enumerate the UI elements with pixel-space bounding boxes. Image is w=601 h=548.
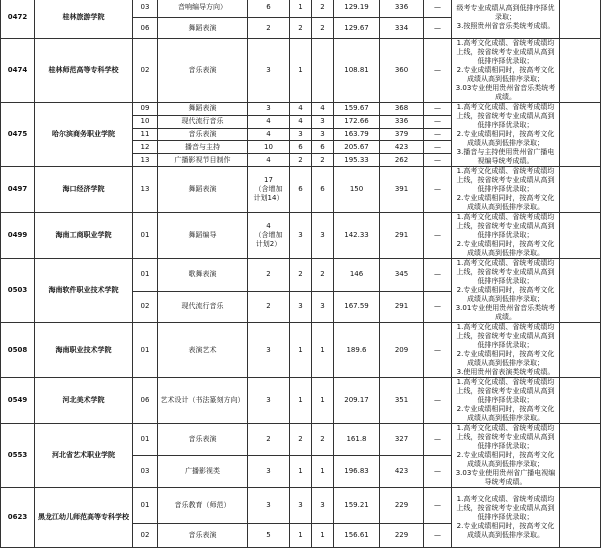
dash-cell: — bbox=[424, 18, 452, 39]
enroll-count: 1 bbox=[312, 456, 334, 488]
dash-cell: — bbox=[424, 488, 452, 524]
notes-text: 1.高考文化成绩、省统考成绩均上线，按省统考专业成绩从高到低排序择优录取； 2.专业成绩相同时，按高考文化成绩从高到低排序录取； 3.播音与主持使用贵州省广播电视编导统考成绩。 bbox=[456, 103, 555, 165]
tier-count: 1 bbox=[290, 524, 312, 548]
plan-count: 3 bbox=[248, 488, 290, 524]
min-score: 156.61 bbox=[334, 524, 380, 548]
plan-count: 3 bbox=[248, 39, 290, 103]
group-id: 01 bbox=[133, 424, 158, 456]
enroll-count: 4 bbox=[312, 103, 334, 116]
dash-cell: — bbox=[424, 0, 452, 18]
admission-notes bbox=[452, 39, 560, 103]
min-score: 205.67 bbox=[334, 141, 380, 154]
tier-count: 1 bbox=[290, 323, 312, 378]
school-name: 黑龙江幼儿师范高等专科学校 bbox=[35, 488, 133, 548]
group-id: 13 bbox=[133, 154, 158, 167]
plan-count: 2 bbox=[248, 424, 290, 456]
tier-count: 2 bbox=[290, 154, 312, 167]
tier-count: 6 bbox=[290, 167, 312, 213]
enroll-count: 2 bbox=[312, 259, 334, 292]
school-code: 0472 bbox=[1, 0, 35, 39]
plan-count: 3 bbox=[248, 456, 290, 488]
dash-cell: — bbox=[424, 524, 452, 548]
table-row bbox=[1, 39, 601, 103]
notes-text: 1.高考文化成绩、省统考成绩均上线，按省统考专业成绩从高到低排序择优录取； 2.专业成绩相同时，按高考文化成绩从高到低排序录取； 3.01专业使用贵州省音乐类统考成绩。 bbox=[455, 259, 556, 321]
school-name: 桂林师范高等专科学校 bbox=[35, 39, 133, 103]
dash-cell: — bbox=[424, 291, 452, 322]
table-row bbox=[1, 323, 601, 378]
major-name: 音乐表演 bbox=[158, 39, 248, 103]
major-name: 音响编导方向） bbox=[158, 0, 248, 18]
major-name: 现代流行音乐 bbox=[158, 291, 248, 322]
remarks-cell bbox=[560, 213, 601, 259]
min-score: 163.79 bbox=[334, 128, 380, 141]
group-id: 06 bbox=[133, 18, 158, 39]
culture-score: 262 bbox=[380, 154, 424, 167]
major-name: 广播影视类 bbox=[158, 456, 248, 488]
dash-cell: — bbox=[424, 456, 452, 488]
culture-score: 291 bbox=[380, 291, 424, 322]
culture-score: 368 bbox=[380, 103, 424, 116]
enroll-count: 1 bbox=[312, 378, 334, 424]
table-row bbox=[1, 167, 601, 213]
dash-cell: — bbox=[424, 128, 452, 141]
min-score: 196.83 bbox=[334, 456, 380, 488]
min-score: 159.21 bbox=[334, 488, 380, 524]
notes-text: 1.高考文化成绩、省统考成绩均上线，按省统考专业成绩从高到低排序择优录取； 2.专业成绩相同时，按高考文化成绩从高到低排序录取； 3.03专业使用贵州省音乐类统考成绩。 bbox=[455, 39, 556, 101]
school-name: 哈尔滨商务职业学院 bbox=[35, 103, 133, 167]
plan-count: 2 bbox=[248, 18, 290, 39]
school-code: 0549 bbox=[1, 378, 35, 424]
admission-notes bbox=[452, 167, 560, 213]
culture-score: 391 bbox=[380, 167, 424, 213]
enroll-count: 3 bbox=[312, 488, 334, 524]
remarks-cell bbox=[560, 0, 601, 39]
dash-cell: — bbox=[424, 115, 452, 128]
group-id: 01 bbox=[133, 259, 158, 292]
group-id: 01 bbox=[133, 488, 158, 524]
remarks-cell bbox=[560, 103, 601, 167]
school-code: 0553 bbox=[1, 424, 35, 488]
dash-cell: — bbox=[424, 323, 452, 378]
dash-cell: — bbox=[424, 424, 452, 456]
school-code: 0474 bbox=[1, 39, 35, 103]
school-code: 0508 bbox=[1, 323, 35, 378]
tier-count: 4 bbox=[290, 103, 312, 116]
remarks-cell bbox=[560, 424, 601, 488]
major-name: 音乐教育（师范） bbox=[158, 488, 248, 524]
school-name: 海南工商职业学院 bbox=[35, 213, 133, 259]
tier-count: 1 bbox=[290, 39, 312, 103]
plan-count: 2 bbox=[248, 291, 290, 322]
plan-text: 4 （含增加 计划2） bbox=[254, 222, 283, 248]
notes-text: 1.高考文化成绩、省统考成绩均上线，按省统考专业成绩从高到低排序择优录取； 2.专业成绩相同时，按高考文化成绩从高到低排序录取； 3.03专业使用贵州省广播电视编导统考成绩。 bbox=[455, 424, 556, 486]
plan-count: 4 bbox=[248, 128, 290, 141]
dash-cell: — bbox=[424, 213, 452, 259]
group-id: 09 bbox=[133, 103, 158, 116]
remarks-cell bbox=[560, 378, 601, 424]
remarks-cell bbox=[560, 259, 601, 323]
admission-notes bbox=[452, 213, 560, 259]
plan-count: 3 bbox=[248, 378, 290, 424]
admission-notes bbox=[452, 259, 560, 323]
culture-score: 379 bbox=[380, 128, 424, 141]
dash-cell: — bbox=[424, 154, 452, 167]
culture-score: 327 bbox=[380, 424, 424, 456]
table-row bbox=[1, 378, 601, 424]
major-name: 现代流行音乐 bbox=[158, 115, 248, 128]
culture-score: 336 bbox=[380, 0, 424, 18]
major-name: 表演艺术 bbox=[158, 323, 248, 378]
plan-count: 5 bbox=[248, 524, 290, 548]
remarks-cell bbox=[560, 323, 601, 378]
school-name: 河北美术学院 bbox=[35, 378, 133, 424]
plan-count: 6 bbox=[248, 0, 290, 18]
remarks-cell bbox=[560, 39, 601, 103]
enroll-count: 2 bbox=[312, 0, 334, 18]
table-row bbox=[1, 259, 601, 292]
culture-score: 229 bbox=[380, 488, 424, 524]
group-id: 06 bbox=[133, 378, 158, 424]
group-id: 11 bbox=[133, 128, 158, 141]
group-id: 03 bbox=[133, 0, 158, 18]
notes-text: 级考专业成绩从高到低排序择优录取； 3.按照贵州省音乐类统考成绩。 bbox=[456, 4, 555, 30]
plan-count: 2 bbox=[248, 259, 290, 292]
min-score: 129.19 bbox=[334, 0, 380, 18]
school-name: 桂林旅游学院 bbox=[35, 0, 133, 39]
plan-count bbox=[248, 167, 290, 213]
culture-score: 360 bbox=[380, 39, 424, 103]
school-name: 海口经济学院 bbox=[35, 167, 133, 213]
major-name: 音乐表演 bbox=[158, 424, 248, 456]
dash-cell: — bbox=[424, 39, 452, 103]
major-name: 舞蹈编导 bbox=[158, 213, 248, 259]
enroll-count: 2 bbox=[312, 18, 334, 39]
enroll-count: 3 bbox=[312, 128, 334, 141]
tier-count: 3 bbox=[290, 291, 312, 322]
tier-count: 1 bbox=[290, 378, 312, 424]
group-id: 03 bbox=[133, 456, 158, 488]
school-code: 0499 bbox=[1, 213, 35, 259]
min-score: 161.8 bbox=[334, 424, 380, 456]
min-score: 209.17 bbox=[334, 378, 380, 424]
plan-count: 4 bbox=[248, 154, 290, 167]
culture-score: 345 bbox=[380, 259, 424, 292]
culture-score: 229 bbox=[380, 524, 424, 548]
group-id: 02 bbox=[133, 39, 158, 103]
admission-notes bbox=[452, 424, 560, 488]
culture-score: 423 bbox=[380, 141, 424, 154]
min-score: 146 bbox=[334, 259, 380, 292]
notes-text: 1.高考文化成绩、省统考成绩均上线，按省统考专业成绩从高到低排序择优录取； 2.专业成绩相同时，按高考文化成绩从高到低排序录取。 bbox=[456, 495, 555, 539]
major-name: 舞蹈表演 bbox=[158, 167, 248, 213]
school-name: 海南软件职业技术学院 bbox=[35, 259, 133, 323]
tier-count: 2 bbox=[290, 424, 312, 456]
remarks-cell bbox=[560, 488, 601, 548]
table-row bbox=[1, 0, 601, 18]
min-score: 108.81 bbox=[334, 39, 380, 103]
culture-score: 336 bbox=[380, 115, 424, 128]
min-score: 172.66 bbox=[334, 115, 380, 128]
school-name: 河北省艺术职业学院 bbox=[35, 424, 133, 488]
enroll-count: 6 bbox=[312, 141, 334, 154]
tier-count: 1 bbox=[290, 456, 312, 488]
group-id: 01 bbox=[133, 323, 158, 378]
remarks-cell bbox=[560, 167, 601, 213]
min-score: 150 bbox=[334, 167, 380, 213]
school-code: 0497 bbox=[1, 167, 35, 213]
group-id: 02 bbox=[133, 524, 158, 548]
school-code: 0503 bbox=[1, 259, 35, 323]
tier-count: 2 bbox=[290, 259, 312, 292]
group-id: 01 bbox=[133, 213, 158, 259]
table-row bbox=[1, 488, 601, 524]
school-code: 0623 bbox=[1, 488, 35, 548]
notes-text: 1.高考文化成绩、省统考成绩均上线，按省统考专业成绩从高到低排序择优录取； 2.专业成绩相同时，按高考文化成绩从高到低排序录取。 bbox=[456, 378, 555, 422]
min-score: 129.67 bbox=[334, 18, 380, 39]
major-name: 艺术设计（书法篆刻方向） bbox=[158, 378, 248, 424]
admission-notes bbox=[452, 103, 560, 167]
dash-cell: — bbox=[424, 167, 452, 213]
admission-notes bbox=[452, 378, 560, 424]
notes-text: 1.高考文化成绩、省统考成绩均上线，按省统考专业成绩从高到低排序择优录取； 2.专业成绩相同时，按高考文化成绩从高到低排序录取。 bbox=[456, 213, 555, 257]
culture-score: 423 bbox=[380, 456, 424, 488]
culture-score: 351 bbox=[380, 378, 424, 424]
enroll-count: 2 bbox=[312, 154, 334, 167]
plan-count: 3 bbox=[248, 323, 290, 378]
major-name: 音乐表演 bbox=[158, 524, 248, 548]
notes-text: 1.高考文化成绩、省统考成绩均上线，按省统考专业成绩从高到低排序择优录取； 2.专业成绩相同时，按高考文化成绩从高到低排序录取； 3.使用贵州省表演类统考成绩。 bbox=[456, 323, 555, 376]
plan-count: 3 bbox=[248, 103, 290, 116]
min-score: 142.33 bbox=[334, 213, 380, 259]
table-row bbox=[1, 103, 601, 116]
plan-text: 17 （含增加 计划14） bbox=[253, 176, 284, 202]
school-name: 海南职业技术学院 bbox=[35, 323, 133, 378]
enroll-count: 3 bbox=[312, 291, 334, 322]
dash-cell: — bbox=[424, 141, 452, 154]
major-name: 播音与主持 bbox=[158, 141, 248, 154]
school-code: 0475 bbox=[1, 103, 35, 167]
major-name: 广播影视节目制作 bbox=[158, 154, 248, 167]
min-score: 167.59 bbox=[334, 291, 380, 322]
enroll-count: 6 bbox=[312, 167, 334, 213]
dash-cell: — bbox=[424, 378, 452, 424]
enroll-count: 3 bbox=[312, 213, 334, 259]
dash-cell: — bbox=[424, 103, 452, 116]
tier-count: 3 bbox=[290, 128, 312, 141]
admission-notes bbox=[452, 0, 560, 39]
tier-count: 3 bbox=[290, 488, 312, 524]
tier-count: 3 bbox=[290, 213, 312, 259]
plan-count: 4 bbox=[248, 115, 290, 128]
culture-score: 291 bbox=[380, 213, 424, 259]
group-id: 12 bbox=[133, 141, 158, 154]
major-name: 歌舞表演 bbox=[158, 259, 248, 292]
major-name: 舞蹈表演 bbox=[158, 103, 248, 116]
enroll-count: 1 bbox=[312, 323, 334, 378]
plan-count: 10 bbox=[248, 141, 290, 154]
table-row bbox=[1, 424, 601, 456]
plan-count bbox=[248, 213, 290, 259]
group-id: 13 bbox=[133, 167, 158, 213]
tier-count: 2 bbox=[290, 18, 312, 39]
tier-count: 4 bbox=[290, 115, 312, 128]
group-id: 02 bbox=[133, 291, 158, 322]
admission-notes bbox=[452, 323, 560, 378]
dash-cell: — bbox=[424, 259, 452, 292]
major-name: 音乐表演 bbox=[158, 128, 248, 141]
enroll-count: 1 bbox=[312, 524, 334, 548]
admission-table-body bbox=[1, 0, 601, 548]
min-score: 189.6 bbox=[334, 323, 380, 378]
tier-count: 6 bbox=[290, 141, 312, 154]
major-name: 舞蹈表演 bbox=[158, 18, 248, 39]
enroll-count: 2 bbox=[312, 424, 334, 456]
admission-notes bbox=[452, 488, 560, 548]
min-score: 195.33 bbox=[334, 154, 380, 167]
tier-count: 1 bbox=[290, 0, 312, 18]
enroll-count bbox=[312, 39, 334, 103]
enroll-count: 3 bbox=[312, 115, 334, 128]
culture-score: 209 bbox=[380, 323, 424, 378]
culture-score: 334 bbox=[380, 18, 424, 39]
table-row bbox=[1, 213, 601, 259]
group-id: 10 bbox=[133, 115, 158, 128]
notes-text: 1.高考文化成绩、省统考成绩均上线，按省统考专业成绩从高到低排序择优录取； 2.专业成绩相同时，按高考文化成绩从高到低排序录取。 bbox=[456, 167, 555, 211]
min-score: 159.67 bbox=[334, 103, 380, 116]
